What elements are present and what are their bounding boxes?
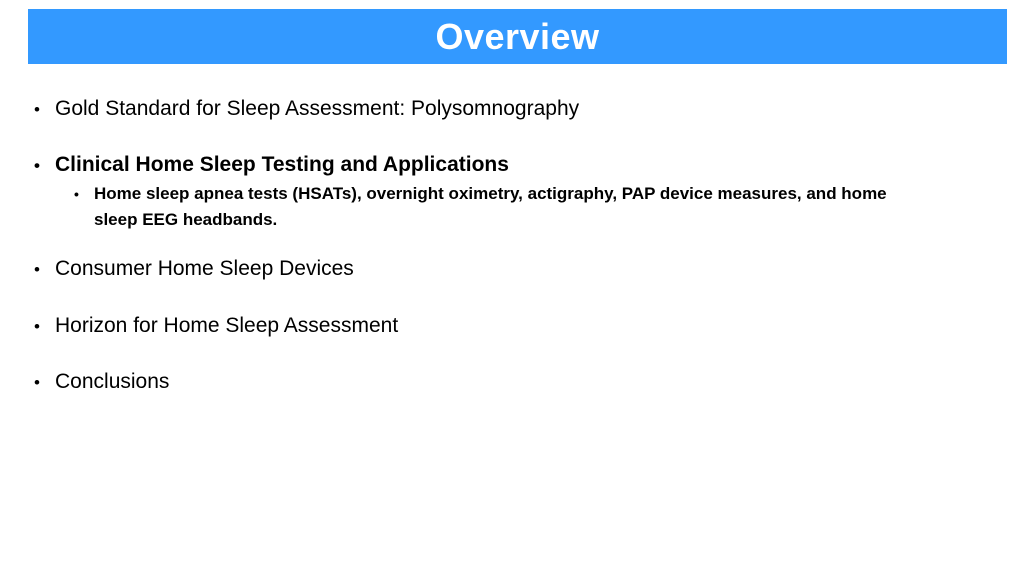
bullet-icon: • (34, 100, 40, 119)
sub-bullet-item-home-tests (74, 181, 924, 233)
slide-title: Overview (435, 15, 600, 57)
bullet-item-horizon (34, 314, 398, 339)
bullet-item-consumer-devices (34, 257, 354, 282)
bullet-item-gold-standard (34, 97, 579, 122)
bullet-icon: • (34, 317, 40, 336)
sub-bullet-label: Home sleep apnea tests (HSATs), overnight oximetry, actigraphy, PAP device measures, and home sleep EEG headbands. (94, 184, 887, 229)
bullet-icon: • (34, 156, 40, 175)
bullet-label: Gold Standard for Sleep Assessment: Polysomnography (55, 97, 580, 120)
sub-bullet-icon: • (74, 186, 79, 202)
bullet-label: Consumer Home Sleep Devices (55, 257, 354, 280)
bullet-label: Horizon for Home Sleep Assessment (55, 314, 399, 337)
bullet-label: Conclusions (55, 370, 170, 393)
bullet-icon: • (34, 260, 40, 279)
bullet-item-clinical-home-sleep (34, 153, 509, 178)
bullet-label: Clinical Home Sleep Testing and Applications (55, 153, 509, 176)
bullet-icon: • (34, 373, 40, 392)
title-bar (28, 9, 1007, 64)
bullet-item-conclusions (34, 370, 169, 395)
